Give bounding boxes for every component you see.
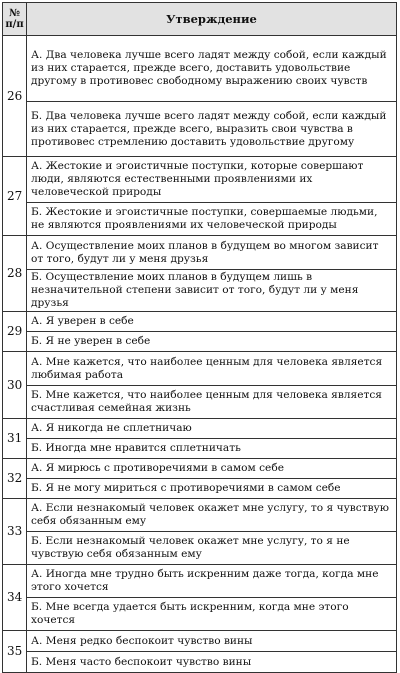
table-row [3,312,397,332]
table-row [3,36,397,102]
column-header-number: № п/п [3,3,27,36]
statement-a: А. Меня редко беспокоит чувство вины [27,631,397,652]
table-row [3,459,397,479]
table-row [3,203,397,236]
table-row [3,352,397,386]
row-number: 31 [3,419,27,459]
row-number: 30 [3,352,27,419]
statement-b: Б. Жестокие и эгоистичные поступки, совершаемые людьми, не являются проявлениями их человеческой природы [27,203,397,236]
table-row [3,439,397,459]
statement-b: Б. Мне всегда удается быть искренним, когда мне этого хочется [27,598,397,631]
statement-a: А. Иногда мне трудно быть искренним даже тогда, когда мне этого хочется [27,565,397,598]
row-number: 34 [3,565,27,631]
table-row [3,598,397,631]
statement-a: А. Я никогда не сплетничаю [27,419,397,439]
table-row [3,270,397,312]
statement-b: Б. Я не могу мириться с противоречиями в самом себе [27,479,397,499]
header-row [3,3,397,36]
row-number: 32 [3,459,27,499]
statement-b: Б. Два человека лучше всего ладят между собой, если каждый из них старается, прежде всего, выразить свои чувства в противовес стремлению доставить удовольствие другому [27,102,397,157]
statement-a: А. Мне кажется, что наиболее ценным для человека является любимая работа [27,352,397,386]
statement-b: Б. Осуществление моих планов в будущем лишь в незначительной степени зависит от того, будут ли у меня друзья [27,270,397,312]
table-row [3,479,397,499]
row-number: 27 [3,157,27,236]
table-row [3,419,397,439]
statement-a: А. Если незнакомый человек окажет мне услугу, то я чувствую себя обязанным ему [27,499,397,532]
statement-b: Б. Меня часто беспокоит чувство вины [27,652,397,673]
row-number: 35 [3,631,27,673]
table-row [3,157,397,203]
table-row [3,386,397,419]
statement-b: Б. Я не уверен в себе [27,332,397,352]
row-number: 29 [3,312,27,352]
questionnaire-table [2,2,397,673]
table-row [3,499,397,532]
row-number: 28 [3,236,27,312]
table-row [3,532,397,565]
statement-b: Б. Иногда мне нравится сплетничать [27,439,397,459]
table-header [3,3,397,36]
column-header-statement: Утверждение [27,3,397,36]
statement-b: Б. Мне кажется, что наиболее ценным для человека является счастливая семейная жизнь [27,386,397,419]
table-row [3,631,397,652]
statement-a: А. Я уверен в себе [27,312,397,332]
row-number: 33 [3,499,27,565]
table-row [3,652,397,673]
statement-a: А. Жестокие и эгоистичные поступки, которые совершают люди, являются естественными проявлениями их человеческой природы [27,157,397,203]
statement-a: А. Я мирюсь с противоречиями в самом себе [27,459,397,479]
table-body [3,36,397,673]
table-row [3,565,397,598]
statement-a: А. Осуществление моих планов в будущем во многом зависит от того, будут ли у меня друзья [27,236,397,270]
statement-b: Б. Если незнакомый человек окажет мне услугу, то я не чувствую себя обязанным ему [27,532,397,565]
table-row [3,102,397,157]
statement-a: А. Два человека лучше всего ладят между собой, если каждый из них старается, прежде всего, доставить удовольствие другому в противовес свободному выражению своих чувств [27,36,397,102]
row-number: 26 [3,36,27,157]
table-row [3,236,397,270]
table-row [3,332,397,352]
